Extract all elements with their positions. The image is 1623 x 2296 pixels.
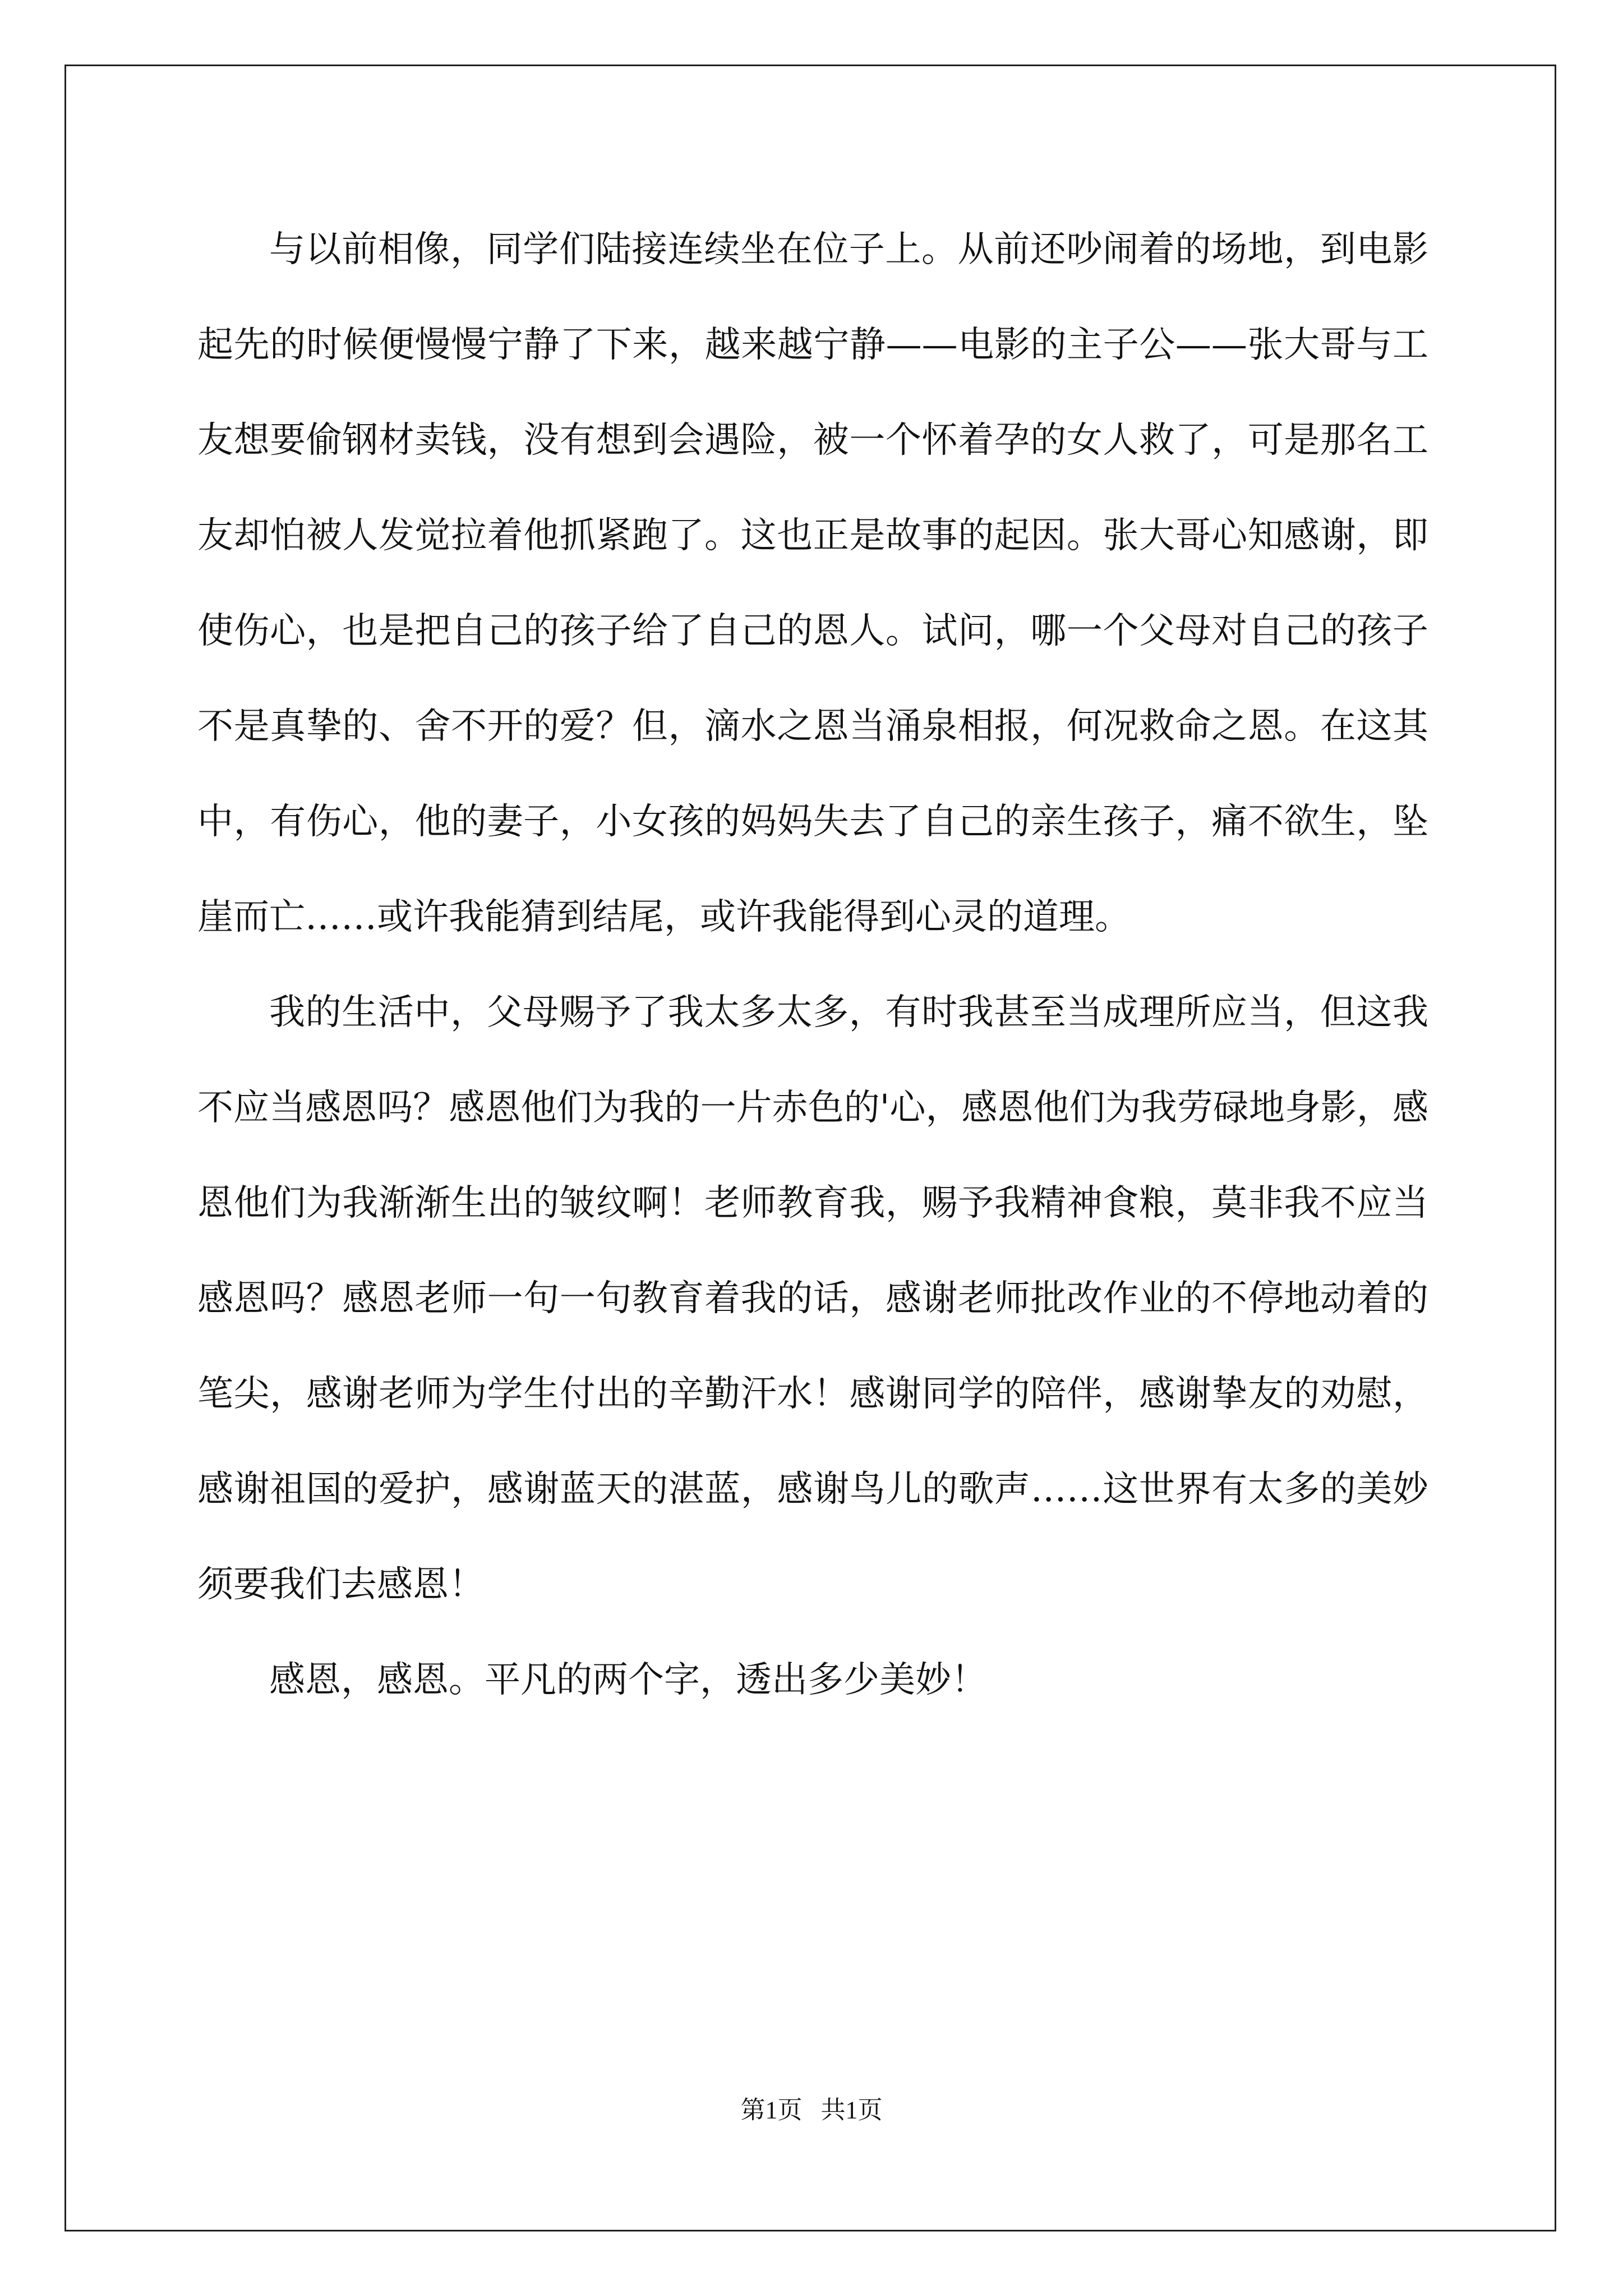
paragraph-2: 我的生活中，父母赐予了我太多太多，有时我甚至当成理所应当，但这我不应当感恩吗？感恩他们为我的一片赤色的'心，感恩他们为我劳碌地身影，感恩他们为我渐渐生出的皱纹啊！老师教育我，赐予我精神食粮，莫非我不应当感恩吗？感恩老师一句一句教育着我的话，感谢老师批改作业的不停地动着的笔尖，感谢老师为学生付出的辛勤汗水！感谢同学的陪伴，感谢挚友的劝慰，感谢祖国的爱护，感谢蓝天的湛蓝，感谢鸟儿的歌声……这世界有太多的美妙须要我们去感恩！ <box>197 992 1428 1605</box>
paragraph-1: 与以前相像，同学们陆接连续坐在位子上。从前还吵闹着的场地，到电影起先的时候便慢慢宁静了下来，越来越宁静——电影的主子公——张大哥与工友想要偷钢材卖钱，没有想到会遇险，被一个怀着孕的女人救了，可是那名工友却怕被人发觉拉着他抓紧跑了。这也正是故事的起因。张大哥心知感谢，即使伤心，也是把自己的孩子给了自己的恩人。试问，哪一个父母对自己的孩子不是真挚的、舍不开的爱？但，滴水之恩当涌泉相报，何况救命之恩。在这其中，有伤心，他的妻子，小女孩的妈妈失去了自己的亲生孩子，痛不欲生，坠崖而亡……或许我能猜到结尾，或许我能得到心灵的道理。 <box>197 229 1428 938</box>
document-body <box>197 202 1428 1728</box>
page-number-footer: 第1页 共1页 <box>740 2096 883 2124</box>
paragraph-3: 感恩，感恩。平凡的两个字，透出多少美妙！ <box>269 1659 987 1701</box>
